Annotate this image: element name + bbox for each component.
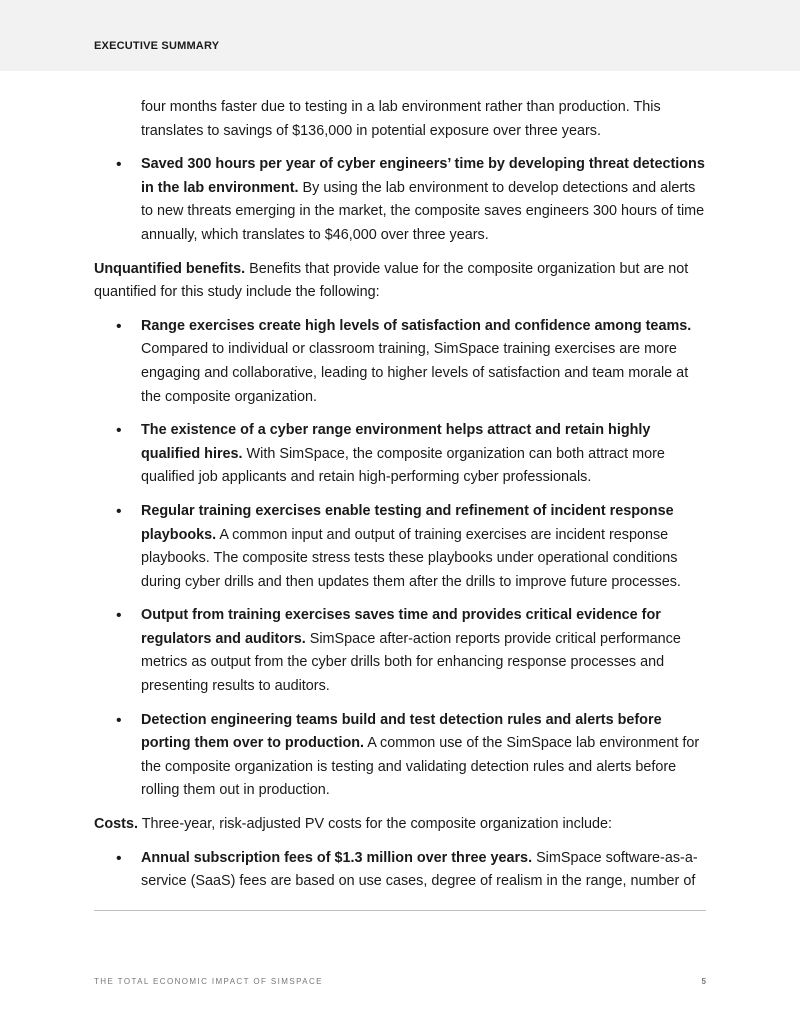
bullet-text: With SimSpace, the composite organization can both attract more qualified job applicants and retain high-performing cyber professionals. [141,445,665,486]
bullet-bold: Saved 300 hours per year of cyber engineers’ time by developing threat detections in the lab environment. [141,156,705,196]
bullet-bold: Detection engineering teams build and test detection rules and alerts before porting them over to production. [141,711,662,752]
quantified-benefits-list [94,153,708,247]
page-header [0,0,800,71]
costs-list [94,847,708,894]
footer-divider [94,910,706,911]
list-item [94,847,708,894]
costs-paragraph [94,813,708,837]
body-text [94,96,708,904]
bullet-text: SimSpace software-as-a-service (SaaS) fees are based on use cases, degree of realism in the range, number of [141,849,698,890]
paragraph-text: Three-year, risk-adjusted PV costs for the composite organization include: [137,816,613,833]
list-item [94,153,708,247]
footer-report-title: THE TOTAL ECONOMIC IMPACT OF SIMSPACE [94,977,323,986]
page-number: 5 [701,977,706,986]
bullet-text: A common use of the SimSpace lab environment for the composite organization is testing and validating detection rules and alerts before rolling them out in production. [141,735,700,799]
list-item [94,500,708,594]
bullet-text: By using the lab environment to develop detections and alerts to new threats emerging in the market, the composite saves engineers 300 hours of time annually, which translates to $46,000 over three years. [141,179,705,243]
list-item [94,315,708,409]
paragraph-heading: Unquantified benefits. [94,260,246,277]
continued-paragraph: four months faster due to testing in a lab environment rather than production. This translates to savings of $136,000 in potential exposure over three years. [141,99,661,139]
bullet-text: SimSpace after-action reports provide critical performance metrics as output from the cyber drills both for enhancing response processes and presenting results to auditors. [141,630,681,695]
bullet-text: A common input and output of training exercises are incident response playbooks. The composite stress tests these playbooks under operational conditions during cyber drills and then updates them after the drills to improve future processes. [141,526,681,590]
bullet-bold: Range exercises create high levels of satisfaction and confidence among teams. [141,317,692,334]
paragraph-text: Benefits that provide value for the composite organization but are not quantified for this study include the following: [94,260,689,301]
unquantified-benefits-paragraph [94,258,708,305]
section-title: EXECUTIVE SUMMARY [94,40,220,52]
list-item [94,604,708,698]
unquantified-benefits-list [94,315,708,803]
bullet-bold: Regular training exercises enable testing and refinement of incident response playbooks. [141,502,674,543]
bullet-bold: Output from training exercises saves time and provides critical evidence for regulators and auditors. [141,607,661,647]
list-item [94,709,708,803]
bullet-bold: Annual subscription fees of $1.3 million over three years. [141,849,533,866]
bullet-text: Compared to individual or classroom training, SimSpace training exercises are more engaging and collaborative, leading to higher levels of satisfaction and team morale at the composite organization. [141,341,689,405]
list-item [94,419,708,490]
paragraph-heading: Costs. [94,816,138,833]
bullet-bold: The existence of a cyber range environment helps attract and retain highly qualified hires. [141,422,651,462]
